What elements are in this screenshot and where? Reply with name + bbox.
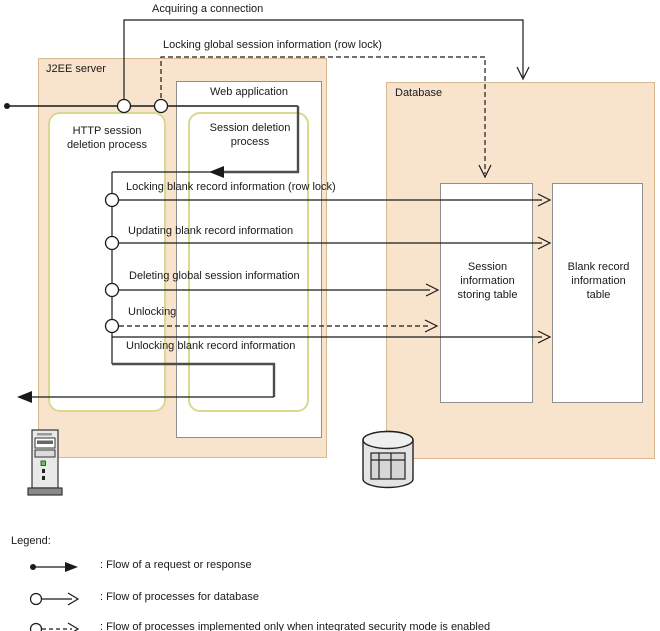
process-start-circles [106, 100, 168, 333]
database-cylinder-icon [360, 429, 416, 491]
acquiring-connection-label: Acquiring a connection [152, 3, 264, 15]
dot-line-solid-arrow-icon [28, 559, 80, 575]
unlocking-blank-record-label: Unlocking blank record information [126, 340, 296, 352]
legend-item-security-mode [0, 620, 660, 631]
session-deletion-process-label: Session deletion process [209, 122, 291, 148]
legend-title: Legend: [11, 535, 51, 547]
database-label: Database [395, 87, 443, 99]
legend-item-label: : Flow of processes for database [100, 591, 259, 603]
legend-item-label: : Flow of a request or response [100, 559, 252, 571]
legend-item-request-response [0, 558, 660, 574]
unlocking-flow [119, 320, 437, 332]
legend-item-label: : Flow of processes implemented only when integrated security mode is enabled [100, 621, 491, 631]
blank-record-information-table-label: Blank record information table [567, 261, 630, 301]
web-application-label: Web application [209, 86, 289, 98]
circle-dashed-line-open-arrow-icon [28, 621, 80, 631]
locking-global-session-label: Locking global session information (row lock) [163, 39, 382, 51]
session-information-storing-table-label: Session information storing table [457, 261, 518, 301]
locking-global-session-flow [161, 57, 491, 177]
request-entry-flow [4, 103, 298, 178]
deleting-global-session-flow [119, 284, 438, 296]
locking-blank-record-label: Locking blank record information (row lock) [126, 181, 336, 193]
unlocking-label: Unlocking [128, 306, 177, 318]
server-tower-icon [27, 428, 63, 496]
http-session-deletion-process-label: HTTP session deletion process [66, 125, 148, 151]
acquiring-connection-flow [124, 20, 529, 99]
updating-blank-record-flow [119, 237, 550, 249]
updating-blank-record-label: Updating blank record information [128, 225, 294, 237]
response-exit-flow [17, 364, 274, 403]
locking-blank-record-flow [119, 194, 550, 206]
circle-line-open-arrow-icon [28, 591, 80, 607]
legend-item-db-process [0, 590, 660, 606]
j2ee-server-label: J2EE server [46, 63, 106, 75]
deleting-global-session-label: Deleting global session information [129, 270, 300, 282]
